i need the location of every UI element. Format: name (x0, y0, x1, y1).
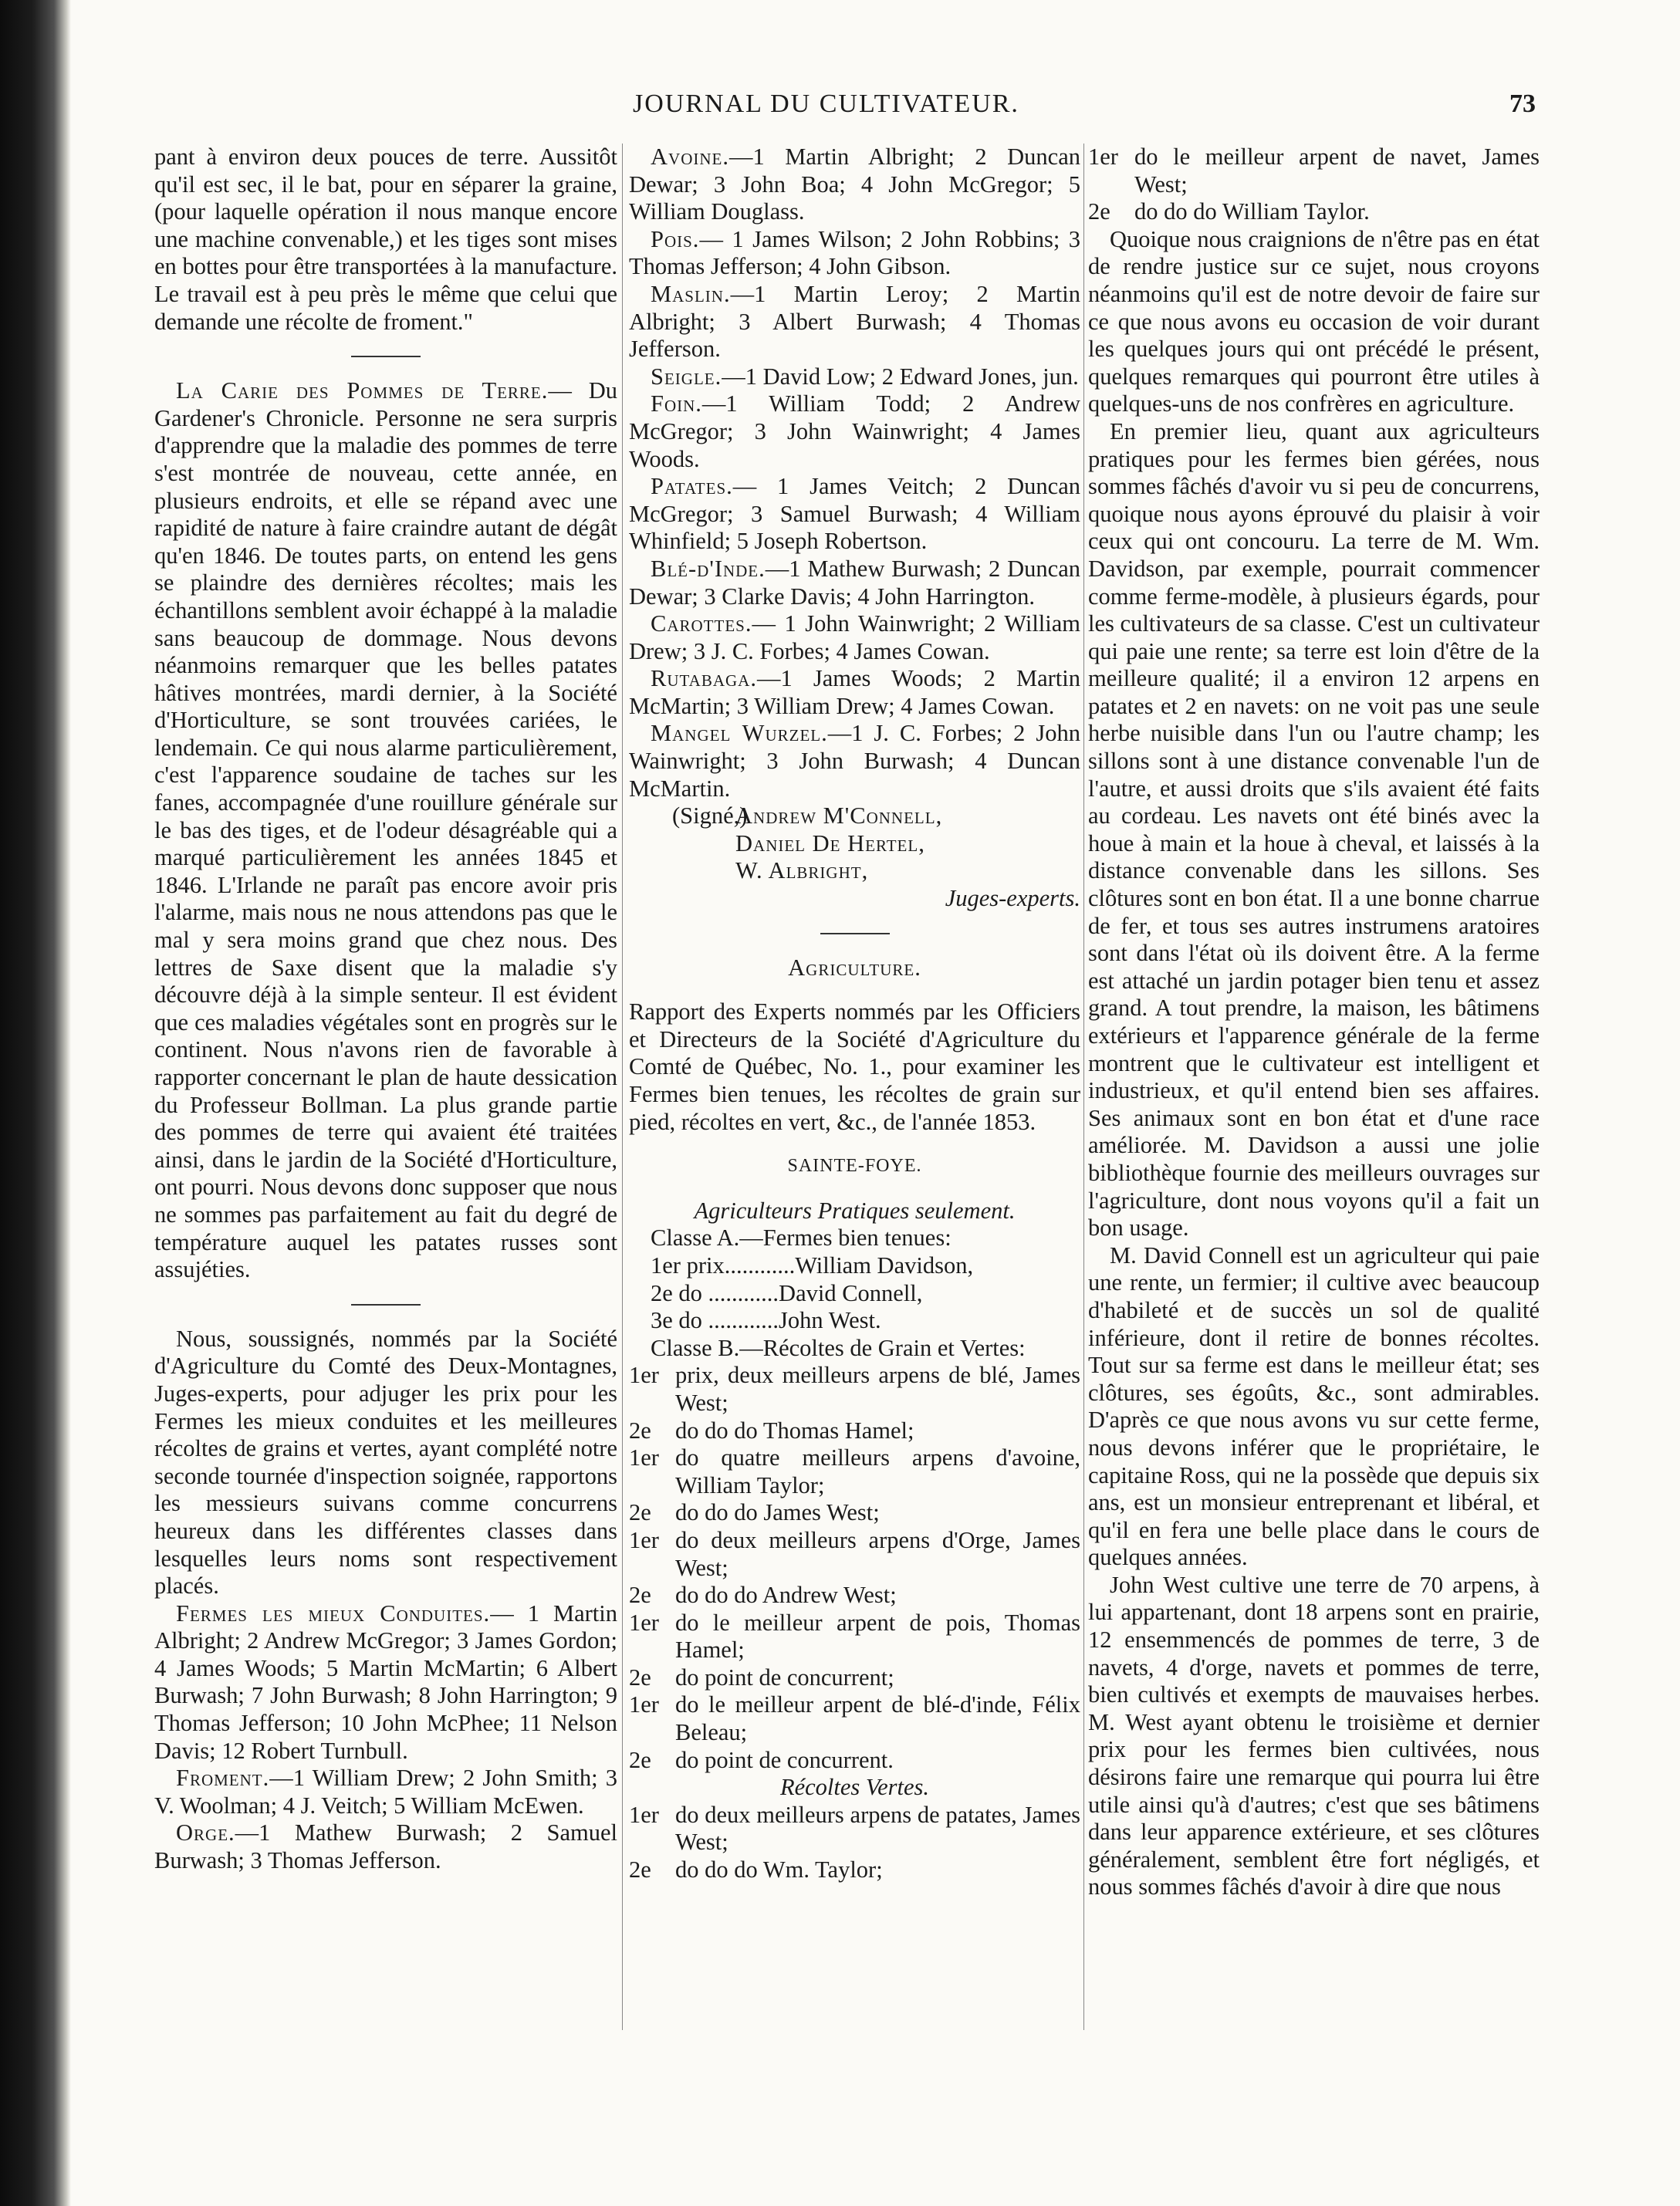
class-heading: Classe B.—Récoltes de Grain et Vertes: (651, 1334, 1026, 1361)
column-3 (1088, 144, 1540, 1901)
section-title: Avoine. (651, 144, 729, 170)
section-title: Fermes les mieux Conduites. (176, 1600, 491, 1627)
prize-entry (629, 1362, 1080, 1417)
signature-line (629, 857, 1080, 885)
prize-text: — 1 James Veitch; 2 Duncan McGregor; 3 Samuel Burwash; 4 William Whinfield; 5 Joseph Robertson. (629, 473, 1080, 555)
prize-rank: 1er (629, 1609, 659, 1636)
prize-text: —1 J. C. Forbes; 2 John Wainwright; 3 John Burwash; 4 Duncan McMartin. (629, 720, 1080, 802)
section-title: Pois. (651, 225, 700, 252)
section-heading: Agriculture. (788, 954, 921, 981)
prize-text: —1 William Drew; 2 John Smith; 3 V. Woolman; 4 J. Veitch; 5 William McEwen. (154, 1765, 617, 1819)
section-title: Froment. (176, 1765, 270, 1792)
paragraph: pant à environ deux pouces de terre. Aussitôt qu'il est sec, il le bat, pour en séparer la graine, (pour laquelle opération il nous manque encore une machine convenable,) et les tiges sont mises en bottes pour être transportées à la manufacture. Le travail est à peu près le même que celui que demande une récolte de froment." (154, 144, 617, 335)
prize-list (629, 390, 1080, 473)
section-title: Maslin. (651, 280, 731, 307)
section-title: Foin. (651, 390, 702, 417)
section-title: Orge. (176, 1819, 235, 1846)
prize-text: do quatre meilleurs arpens d'avoine, William Taylor; (675, 1444, 1080, 1498)
prize-entry (629, 1499, 1080, 1527)
prize-text: —1 Martin Albright; 2 Duncan Dewar; 3 John Boa; 4 John McGregor; 5 William Douglass. (629, 144, 1080, 225)
prize-entry (629, 1582, 1080, 1610)
section-title: Rutabaga. (651, 665, 757, 692)
signatory-name: Daniel De Hertel, (735, 829, 925, 856)
prize-rank: 2e (629, 1664, 651, 1691)
section-rule (351, 1304, 421, 1306)
prize-list (629, 363, 1080, 391)
signature-line (629, 830, 1080, 858)
prize-list (629, 665, 1080, 720)
prize-entry: 1er prix............William Davidson, (651, 1252, 974, 1279)
report-intro: Rapport des Experts nommés par les Officiers et Directeurs de la Société d'Agriculture du Comté de Québec, No. 1., pour examiner les Fermes bien tenues, les récoltes de grain sur pied, récoltes en vert, &c., de l'année 1853. (629, 998, 1080, 1135)
prize-entry (629, 1747, 1080, 1775)
prize-rank: 1er (629, 1691, 659, 1718)
prize-text: —1 Martin Leroy; 2 Martin Albright; 3 Albert Burwash; 4 Thomas Jefferson. (629, 280, 1080, 363)
prize-rank: 1er (629, 1526, 659, 1553)
section-heading: SAINTE-FOYE. (787, 1156, 922, 1177)
prize-list (154, 1765, 617, 1819)
prize-text: —1 William Todd; 2 Andrew McGregor; 3 John Wainwright; 4 James Woods. (629, 390, 1080, 472)
prize-list (629, 281, 1080, 363)
prize-list (629, 556, 1080, 610)
prize-text: do le meilleur arpent de blé-d'inde, Félix Beleau; (675, 1691, 1080, 1746)
prize-entry: 2e do ............David Connell, (651, 1279, 923, 1306)
prize-rank: 1er (629, 1801, 659, 1828)
class-heading: Classe A.—Fermes bien tenues: (651, 1225, 952, 1252)
column-divider (1083, 144, 1084, 2030)
prize-text: do point de concurrent. (675, 1746, 894, 1773)
prize-rank: 2e (629, 1856, 651, 1883)
prize-text: do le meilleur arpent de navet, James West; (1134, 144, 1540, 198)
section-title: Blé-d'Inde. (651, 555, 766, 582)
prize-text: prix, deux meilleurs arpens de blé, James West; (675, 1362, 1080, 1416)
signature-label: (Signé,) (672, 802, 748, 829)
section-title: Mangel Wurzel. (651, 720, 828, 747)
article-body: — Du Gardener's Chronicle. Personne ne sera surpris d'apprendre que la maladie des pommes de terre s'est montrée de nouveau, cette année, en plusieurs endroits, et elle se répand avec une rapidité de nature à faire craindre autant de dégât qu'en 1846. De toutes parts, on entend les gens se plaindre des dernières récoltes; mais les échantillons semblent avoir échappé à la maladie sans beaucoup de dommage. Nous devons néanmoins remarquer que les belles patates hâtives montrées, mardi dernier, à la Société d'Horticulture, se sont trouvées cariées, le lendemain. Ce qui nous alarme particulièrement, c'est l'apparence soudaine de taches sur les fanes, accompagnée d'une rouillure générale sur le bas des tiges, et de l'odeur désagréable qui a marqué particulièrement les années 1845 et 1846. L'Irlande ne paraît pas encore avoir pris l'alarme, mais nous ne nous attendons pas que le mal y sera moins grand que chez nous. Des lettres de Saxe disent que la maladie s'y découvre déjà à la simple senteur. Il est évident que ces maladies végétales sont en progrès sur le continent. Nous n'avons rien de favorable à rapporter concernant le plan de haute dessication du Professeur Bollman. La plus grande partie des pommes de terre qui avaient été traitées ainsi, dans le jardin de la Société d'Horticulture, ont pourri. Nous devons donc supposer que nous ne sommes pas parfaitement au fait du degré de température auquel les patates russes sont assujéties. (154, 377, 617, 1283)
prize-text: do deux meilleurs arpens de patates, James West; (675, 1801, 1080, 1856)
prize-text: do point de concurrent; (675, 1664, 894, 1691)
prize-list (629, 226, 1080, 281)
prize-text: do do do James West; (675, 1499, 880, 1526)
signature-line (629, 802, 1080, 830)
book-binding-edge (0, 0, 71, 2206)
prize-entry: 3e do ............John West. (651, 1307, 881, 1334)
signature-role: Juges-experts. (945, 885, 1080, 912)
prize-entry (629, 1691, 1080, 1746)
page-header (154, 90, 1536, 120)
section-title: Carottes. (651, 610, 752, 637)
prize-text: do do do Wm. Taylor; (675, 1856, 883, 1883)
prize-text: —1 Mathew Burwash; 2 Samuel Burwash; 3 Thomas Jefferson. (154, 1819, 617, 1874)
prize-entry (629, 1417, 1080, 1445)
section-title: Seigle. (651, 363, 722, 390)
prize-text: do do do Andrew West; (675, 1582, 897, 1609)
prize-rank: 2e (629, 1417, 651, 1444)
prize-entry (1088, 198, 1540, 226)
column-2 (629, 144, 1080, 1884)
article-title: La Carie des Pommes de Terre. (176, 377, 549, 404)
paragraph: Nous, soussignés, nommés par la Société d'Agriculture du Comté des Deux-Montagnes, Juges-experts, pour adjuger les prix pour les Fermes les mieux conduites et les meilleures récoltes de grains et vertes, ayant complété notre seconde tournée d'inspection soignée, rapportons les messieurs suivans comme concurrens heureux dans les différentes classes dans lesquelles leurs noms sont respectivement placés. (154, 1325, 617, 1600)
prize-rank: 2e (629, 1499, 651, 1526)
running-title: JOURNAL DU CULTIVATEUR. (633, 90, 1019, 118)
prize-list (154, 1600, 617, 1765)
prize-text: — 1 James Wilson; 2 John Robbins; 3 Thomas Jefferson; 4 John Gibson. (629, 225, 1080, 280)
prize-text: do do do William Taylor. (1134, 198, 1370, 225)
prize-entry (1088, 144, 1540, 198)
prize-rank: 2e (629, 1746, 651, 1773)
prize-rank: 2e (629, 1582, 651, 1609)
paragraph: M. David Connell est un agriculteur qui paie une rente, un fermier; il cultive avec beaucoup d'habileté et de succès un sol de qualité inférieure, dont il retire de bonnes récoltes. Tout sur sa ferme est dans le meilleur état; ses clôtures, ses égoûts, &c., sont admirables. D'après ce que nous avons vu sur cette ferme, nous devons inférer que le propriétaire, le capitaine Ross, qui ne la possède que depuis six ans, est un monsieur entreprenant et libéral, et qu'il en fera une belle place dans le cours de quelques années. (1088, 1242, 1540, 1571)
prize-entry (629, 1802, 1080, 1856)
prize-list (629, 610, 1080, 665)
prize-list (629, 473, 1080, 556)
prize-text: do do do Thomas Hamel; (675, 1417, 914, 1444)
prize-list (154, 1819, 617, 1874)
prize-rank: 1er (1088, 144, 1118, 170)
paragraph: John West cultive une terre de 70 arpens, à lui appartenant, dont 18 arpens sont en prairie, 12 ensemmencés de pommes de terre, 3 de navets, 4 d'orge, navets et pommes de terre, bien cultivés et exempts de mauvaises herbes. M. West ayant obtenu le troisième et dernier prix pour les fermes bien cultivées, nous désirons faire une remarque qui pourra lui être utile ainsi qu'à d'autres; c'est que ses bâtimens dans leur apparence extérieure, et ses clôtures généralement, semblent être fort négligés, et nous sommes fâchés d'avoir à dire que nous (1088, 1571, 1540, 1900)
signatory-name: Andrew M'Connell, (735, 802, 943, 829)
section-title: Patates. (651, 473, 733, 500)
prize-text: —1 Mathew Burwash; 2 Duncan Dewar; 3 Clarke Davis; 4 John Harrington. (629, 555, 1080, 610)
prize-rank: 1er (629, 1362, 659, 1389)
subsection-heading: Récoltes Vertes. (779, 1774, 930, 1801)
subsection-heading: Agriculteurs Pratiques seulement. (694, 1197, 1016, 1224)
paragraph: Quoique nous craignions de n'être pas en état de rendre justice sur ce sujet, nous croyons néanmoins qu'il est de notre devoir de faire sur ce que nous avons eu occasion de voir durant les quelques jours qui ont précédé le présent, quelques remarques qui pourront être utiles à quelques-uns de nos confrères en agriculture. (1088, 225, 1540, 417)
prize-entry (629, 1856, 1080, 1884)
section-rule (351, 356, 421, 357)
section-rule (820, 933, 890, 934)
prize-entry (629, 1444, 1080, 1499)
paragraph: En premier lieu, quant aux agriculteurs pratiques pour les fermes bien gérées, nous sommes fâchés d'avoir vu si peu de concurrens, quoique nous ayons éprouvé du plaisir à voir ceux qui ont concouru. La terre de M. Wm. Davidson, par exemple, pourrait commencer comme ferme-modèle, à plusieurs égards, pour les cultivateurs de sa classe. C'est un cultivateur qui paie une rente; sa terre est loin d'être de la meilleure qualité; il a environ 12 arpens en patates et 2 en navets: on ne voit pas une seule herbe nuisible dans l'un ou l'autre champ; les sillons sont à une distance convenable l'un de l'autre, et aussi droits que s'ils avaient été faits au cordeau. Les navets ont été binés avec la houe à main et la houe à cheval, et laissés à la distance convenable dans les sillons. Ses clôtures sont en bon état. Il a une bonne charrue de fer, et tous ses autres instrumens aratoires sont dans l'état où ils doivent être. A la ferme est attaché un jardin potager bien tenu et assez grand. A tout prendre, la maison, les bâtimens extérieurs et l'apparence générale de la ferme montrent que le cultivateur est intelligent et industrieux, et qu'il entend bien ses affaires. Ses animaux sont en bon état et d'une race améliorée. M. Davidson a aussi une jolie bibliothèque fournie des meilleurs ouvrages sur l'agriculture, dont nous voyons qu'il a fait un bon usage. (1088, 417, 1540, 1242)
prize-text: do le meilleur arpent de pois, Thomas Hamel; (675, 1609, 1080, 1664)
page-number: 73 (1509, 90, 1536, 118)
prize-text: do deux meilleurs arpens d'Orge, James West; (675, 1526, 1080, 1581)
prize-entry (629, 1610, 1080, 1664)
prize-text: — 1 Martin Albright; 2 Andrew McGregor; 3 James Gordon; 4 James Woods; 5 Martin McMartin; 6 Albert Burwash; 7 John Burwash; 8 John Harrington; 9 Thomas Jefferson; 10 John McPhee; 11 Nelson Davis; 12 Robert Turnbull. (154, 1600, 618, 1764)
prize-text: —1 David Low; 2 Edward Jones, jun. (722, 363, 1079, 390)
article-carie (154, 377, 617, 1284)
prize-entry (629, 1527, 1080, 1582)
signatory-name: W. Albright, (735, 857, 869, 884)
prize-list (629, 720, 1080, 802)
column-1 (154, 144, 617, 1875)
prize-text: — 1 John Wainwright; 2 William Drew; 3 J. C. Forbes; 4 James Cowan. (629, 610, 1080, 664)
prize-entry (629, 1664, 1080, 1692)
prize-text: —1 James Woods; 2 Martin McMartin; 3 William Drew; 4 James Cowan. (629, 665, 1080, 719)
prize-rank: 1er (629, 1444, 659, 1471)
prize-rank: 2e (1088, 198, 1110, 225)
column-divider (622, 144, 623, 2030)
prize-list (629, 144, 1080, 226)
